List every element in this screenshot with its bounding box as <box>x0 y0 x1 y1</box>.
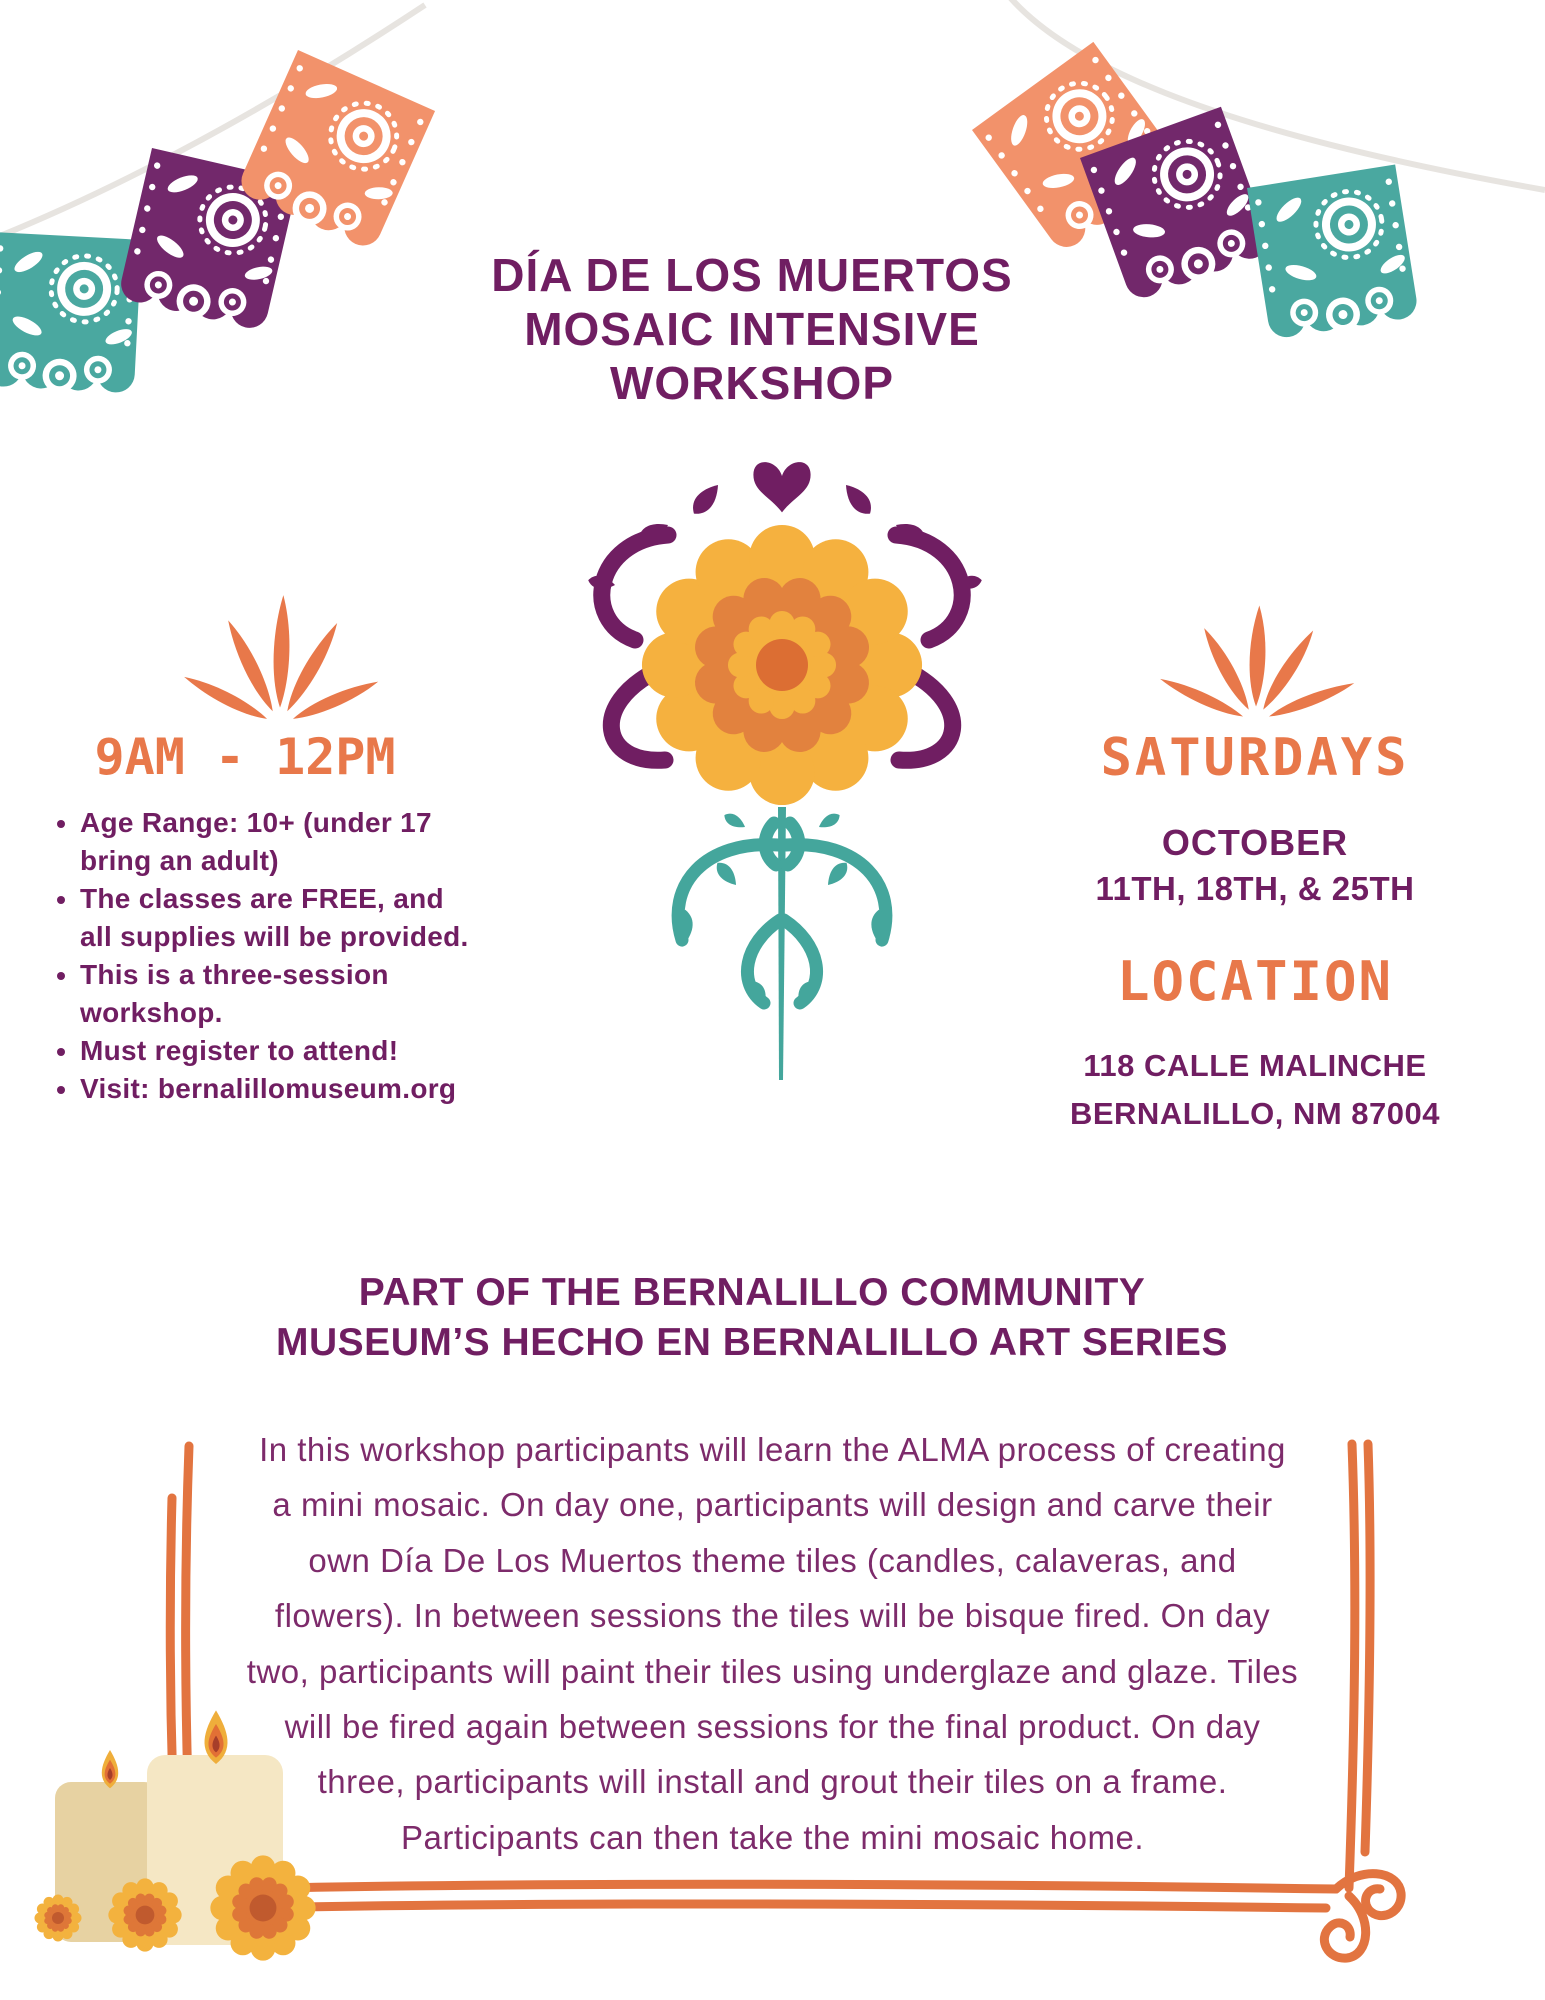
series-line-2: MUSEUM’S HECHO EN BERNALILLO ART SERIES <box>276 1321 1228 1364</box>
bullet-free-classes: • The classes are FREE, and all supplies will be provided. <box>80 880 480 956</box>
bullet-age-range: • Age Range: 10+ (under 17 bring an adult) <box>80 804 480 880</box>
bullet-three-sessions: • This is a three-session workshop. <box>80 956 480 1032</box>
flyer-title <box>272 248 1232 410</box>
title-line-1: DÍA DE LOS MUERTOS <box>491 249 1013 301</box>
saturdays-heading: SATURDAYS <box>1100 728 1410 788</box>
title-line-3: WORKSHOP <box>610 357 894 409</box>
location-heading: LOCATION <box>1116 950 1394 1013</box>
address-line-2: BERNALILLO, NM 87004 <box>1069 1096 1440 1131</box>
series-heading <box>272 1268 1232 1368</box>
candles-marigolds-icon <box>20 1700 340 1970</box>
bullet-must-register: • Must register to attend! <box>80 1032 480 1070</box>
details-bullet-list <box>42 804 495 1108</box>
workshop-description: In this workshop participants will learn the ALMA process of creating a mini mosaic. On day one, participants will design and carve their own Día De Los Muertos theme tiles (candles, calaveras, and flowers). In between sessions the tiles will be bisque fired. On day two, participants will paint their tiles using underglaze and glaze. Tiles will be fired again between sessions for the final product. On day three, participants will install and grout their tiles on a frame. Participants can then take the mini mosaic home. <box>246 1431 1299 1856</box>
sunburst-rays-icon <box>1116 592 1396 722</box>
time-heading: 9AM - 12PM <box>94 728 396 786</box>
month-text: OCTOBER <box>1161 822 1349 863</box>
address-line-1: 118 CALLE MALINCHE <box>1083 1048 1427 1083</box>
dates-text: 11TH, 18TH, & 25TH <box>1095 870 1415 907</box>
sunburst-rays-icon <box>140 580 420 725</box>
series-line-1: PART OF THE BERNALILLO COMMUNITY <box>358 1271 1146 1314</box>
title-line-2: MOSAIC INTENSIVE <box>524 303 980 355</box>
marigold-flourish-icon <box>540 455 1030 1085</box>
bullet-website: • Visit: bernalillomuseum.org <box>80 1070 480 1108</box>
address-block <box>1050 1042 1460 1138</box>
